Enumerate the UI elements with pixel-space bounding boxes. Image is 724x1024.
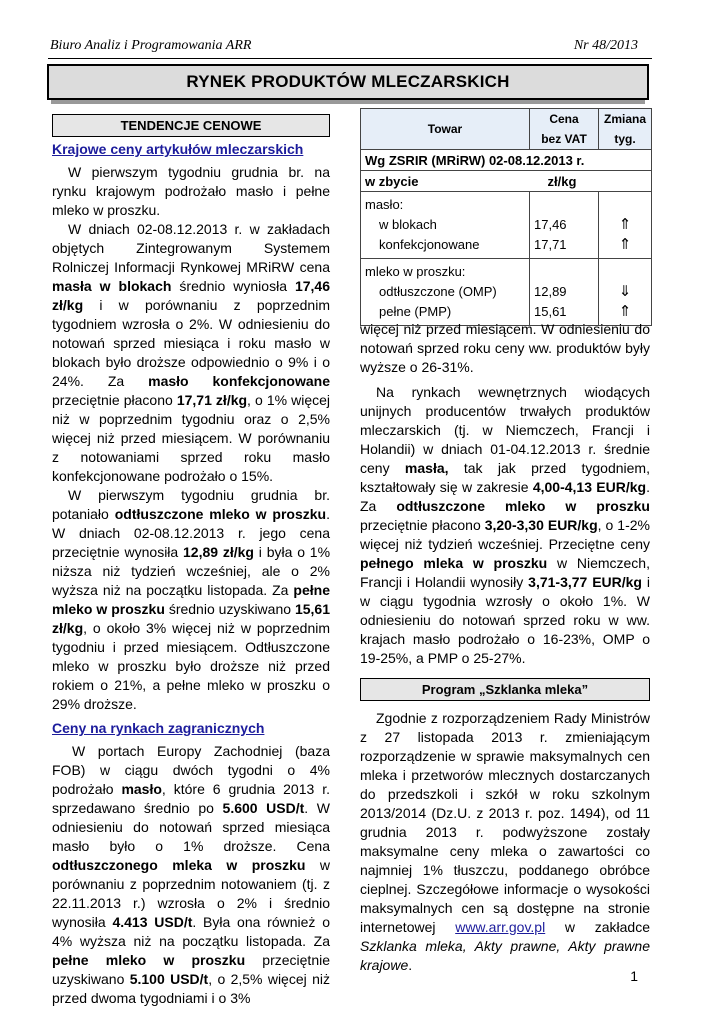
- table-source-row: Wg ZSRIR (MRiRW) 02-08.12.2013 r.: [361, 150, 652, 171]
- arrow-down-icon: ⇓: [618, 283, 632, 300]
- arrow-up-icon: ⇑: [618, 216, 632, 233]
- page-title-text: RYNEK PRODUKTÓW MLECZARSKICH: [186, 72, 510, 91]
- paragraph: Na rynkach wewnętrznych wiodących unijnych producentów trwałych produktów mleczarskich (tj. w Niemczech, Francji i Holandii) w dniach 01-04.12.2013 r. średnie ceny masła, tak jak przed tygodniem, kształtowały się w zakresie 4,00-4,13 EUR/kg. Za odtłuszczone mleko w proszku przeciętnie płacono 3,20-3,30 EUR/kg, o 1-2% więcej niż tydzień wcześniej. Przeciętne ceny pełnego mleka w proszku w Niemczech, Francji i Holandii wynosiły 3,71-3,77 EUR/kg i w ciągu tygodnia wzrosły o około 1%. W odniesieniu do notowań sprzed roku w ww. krajach masło podrożało o 16-23%, OMP o 19-25%, a PMP o 25-27%.: [360, 384, 650, 666]
- paragraph: więcej niż przed miesiącem. W odniesieniu do notowań sprzed roku ceny ww. produktów były wyższe o 26-31%.: [360, 321, 650, 375]
- price-table: [360, 108, 652, 326]
- table-unit-row: w zbycie zł/kg: [361, 171, 652, 192]
- paragraph: W pierwszym tygodniu grudnia br. na rynku krajowym podrożało masło i pełne mleko w proszku.: [52, 164, 330, 218]
- col-header-product: Towar: [361, 109, 530, 150]
- table-row-butter: masło: w blokach konfekcjonowane 17,46 17,71 ⇑ ⇑: [361, 192, 652, 259]
- section-box-price-trends: TENDENCJE CENOWE: [52, 114, 330, 137]
- table-row-milk-powder: mleko w proszku: odtłuszczone (OMP) pełne (PMP) 12,89 15,61 ⇓ ⇑: [361, 259, 652, 326]
- arrow-up-icon: ⇑: [618, 236, 632, 253]
- page-number: 1: [630, 968, 638, 984]
- section-box-milk-program: Program „Szklanka mleka”: [360, 678, 650, 701]
- heading-domestic-prices: Krajowe ceny artykułów mleczarskich: [52, 141, 304, 157]
- header-publisher: Biuro Analiz i Programowania ARR: [50, 38, 252, 53]
- arrow-up-icon: ⇑: [618, 303, 632, 320]
- col-header-price: Cena bez VAT: [530, 109, 599, 150]
- paragraph: W portach Europy Zachodniej (baza FOB) w ciągu dwóch tygodni o 4% podrożało masło, które 6 grudnia 2013 r. sprzedawano średnio po 5.600 USD/t. W odniesieniu do notowań sprzed miesiąca masło było o 1% droższe. Cena odtłuszczonego mleka w proszku w porównaniu z poprzednim notowaniem (tj. z 22.11.2013 r.) wzrosła o 2% i średnio wynosiła 4.413 USD/t. Była ona również o 4% wyższa niż na początku listopada. Za pełne mleko w proszku przeciętnie uzyskiwano 5.100 USD/t, o 2,5% więcej niż przed dwoma tygodniami i o 3%: [52, 743, 331, 1006]
- table-header-row: [361, 109, 652, 150]
- col-header-change: Zmiana tyg.: [599, 109, 652, 150]
- paragraph: Zgodnie z rozporządzeniem Rady Ministrów z 27 listopada 2013 r. zmieniającym rozporządzenie w sprawie maksymalnych cen mleka i przetworów mlecznych dostarczanych do przedszkoli i szkół w roku szkolnym 2013/2014 (Dz.U. z 2013 r. poz. 1494), od 11 grudnia 2013 r. podwyższone zostały maksymalne ceny mleka o zawartości co najmniej 1% tłuszczu, poddanego obróbce cieplnej. Szczegółowe informacje o wysokości maksymalnych cen są dostępne na stronie internetowej www.arr.gov.pl w zakładce Szklanka mleka, Akty prawne, Akty prawne krajowe.: [360, 710, 650, 973]
- header-divider: [48, 58, 652, 59]
- left-column: [52, 114, 330, 1008]
- right-column: [360, 320, 650, 975]
- paragraph: W pierwszym tygodniu grudnia br. potaniało odtłuszczone mleko w proszku. W dniach 02-08.12.2013 r. jego cena przeciętnie wynosiła 12,89 zł/kg i była o 1% niższa niż tydzień wcześniej, ale o 2% wyższa niż na początku listopada. Za pełne mleko w proszku średnio uzyskiwano 15,61 zł/kg, o około 3% więcej niż w poprzednim tygodniu i przed miesiącem. Odtłuszczone mleko w proszku było droższe niż przed rokiem o 21%, a pełne mleko w proszku o 29% droższe.: [52, 487, 331, 712]
- arr-website-link[interactable]: www.arr.gov.pl: [455, 919, 546, 935]
- paragraph: W dniach 02-08.12.2013 r. w zakładach objętych Zintegrowanym Systemem Rolniczej Informacji Rynkowej MRiRW cena masła w blokach średnio wyniosła 17,46 zł/kg i w porównaniu z poprzednim tygodniem wzrosła o 2%. W odniesieniu do notowań sprzed miesiąca i roku masło w blokach było droższe odpowiednio o 9% i o 24%. Za masło konfekcjonowane przeciętnie płacono 17,71 zł/kg, o 1% więcej niż w poprzednim tygodniu oraz o 2,5% więcej niż przed miesiącem. W porównaniu z notowaniami sprzed roku masło konfekcjonowane podrożało o 15%.: [52, 221, 330, 484]
- header-issue-number: Nr 48/2013: [573, 38, 638, 53]
- page-title: [47, 64, 649, 100]
- heading-foreign-prices: Ceny na rynkach zagranicznych: [52, 720, 265, 736]
